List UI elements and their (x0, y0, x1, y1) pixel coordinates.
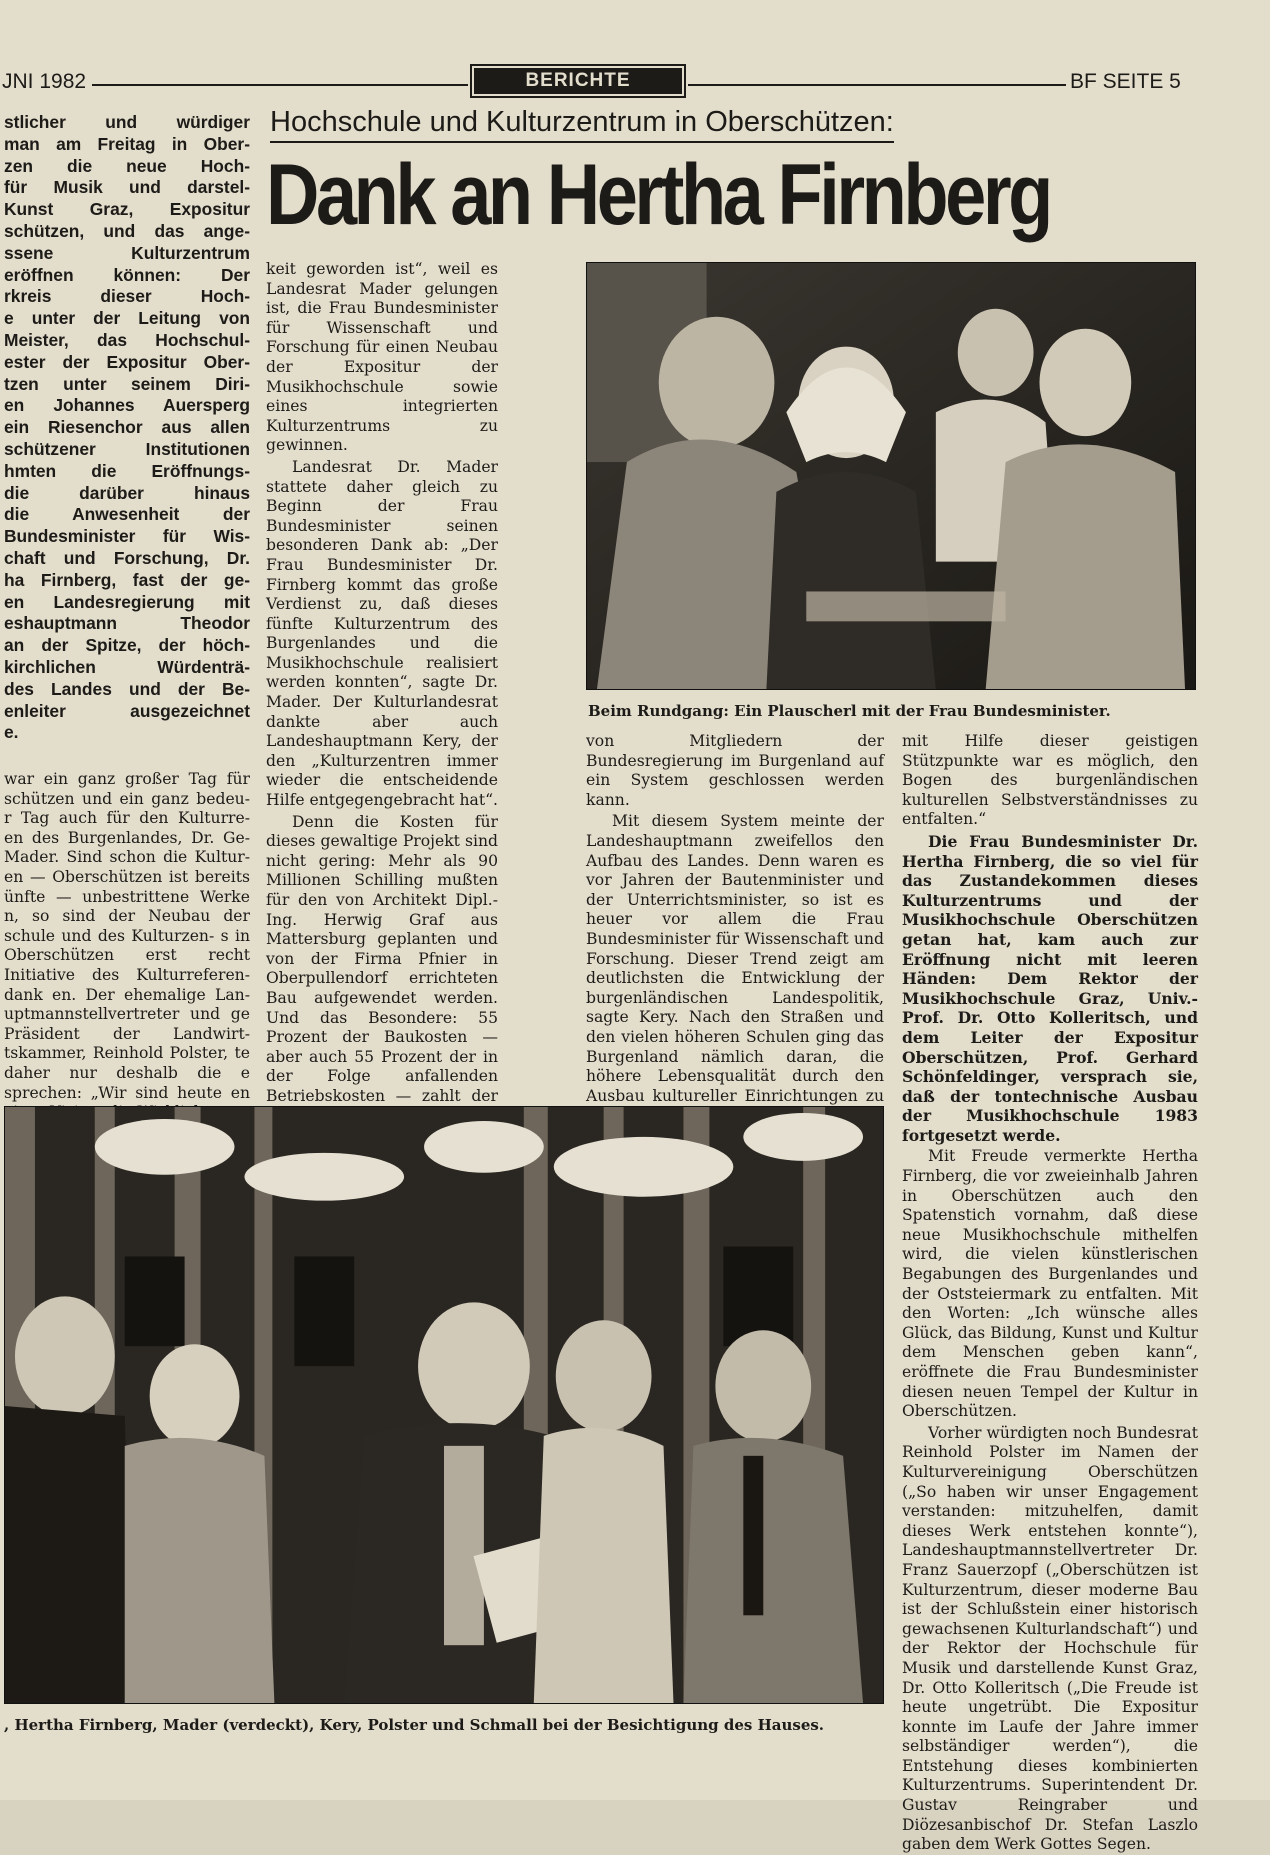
lead-line: Bundesminister für Wis- (4, 526, 250, 547)
lead-line: hmten die Eröffnungs- (4, 460, 250, 481)
top-photo-caption: Beim Rundgang: Ein Plauscherl mit der Frau Bundesminister. (588, 702, 1111, 720)
article-kicker: Hochschule und Kulturzentrum in Oberschützen: (270, 106, 894, 143)
page-number: BF SEITE 5 (1070, 70, 1181, 93)
lead-line: die darüber hinaus (4, 482, 250, 503)
lead-line: e. (4, 722, 19, 743)
lead-line: rkreis dieser Hoch- (4, 286, 250, 307)
lead-line: ha Firnberg, fast der ge- (4, 569, 250, 590)
column-2 (266, 260, 499, 1105)
col4-p2: Die Frau Bundesminister Dr. Hertha Firnberg, die so viel für das Zustandekommen dieses Kulturzentrums und der Musikhochschule Oberschützen getan hat, kam auch zur Eröffnung nicht mit leeren Händen: Dem Rektor der Musikhochschule Graz, Univ.-Prof. Dr. Otto Kolleritsch, und dem Leiter der Expositur Oberschützen, Prof. Gerhard Schönfeldinger, versprach sie, daß der tontechnische Ausbau der Musikhochschule 1983 fortgesetzt werde. (902, 831, 1198, 1145)
lead-line: ssene Kulturzentrum (4, 242, 250, 263)
col2-p3: Denn die Kosten für dieses gewaltige Projekt sind nicht gering: Mehr als 90 Millionen Schilling mußten für den von Architekt Dipl.-Ing. Herwig Graf aus Mattersburg geplanten und von der Firma Pfnier in Oberpullendorf errichteten Bau aufgewendet werden. Und das Besondere: 55 Prozent der Baukosten — aber auch 55 Prozent der in der Folge anfallenden Betriebskosten — zahlt der (266, 812, 498, 1105)
lead-line: chaft und Forschung, Dr. (4, 547, 250, 568)
column-3 (586, 732, 884, 1105)
header-rule-left (92, 84, 468, 86)
col2-p1: keit geworden ist“, weil es Landesrat Mader gelungen ist, die Frau Bundesminister für Wissenschaft und Forschung für einen Neubau der Expositur der Musikhochschule sowie eines integrierten Kulturzentrums zu gewinnen. (266, 260, 498, 455)
col2-p2: Landesrat Dr. Mader stattete daher gleich zu Beginn der Frau Bundesminister seinen besonderen Dank ab: „Der Frau Bundesminister Dr. Firnberg kommt das große Verdienst zu, daß dieses fünfte Kulturzentrum des Burgenlandes und die Musikhochschule realisiert werden konnten“, sagte Dr. Mader. Der Kulturlandesrat dankte aber auch Landeshauptmann Kery, der den „Kulturzentren immer wieder die entscheidende Hilfe entgegengebracht hat“. (266, 457, 499, 810)
lead-line: des Landes und der Be- (4, 678, 250, 699)
lead-line: eshauptmann Theodor (4, 613, 250, 634)
col3-p2: Mit diesem System meinte der Landeshauptmann zweifellos den Aufbau des Landes. Denn waren es vor Jahren der Bautenminister und der Unterrichtsminister, so ist es heuer vor allem die Frau Bundesminister für Wissenschaft und Forschung. Dieser Trend zeigt am deutlichsten die Entwicklung der burgenländischen Landespolitik, sagte Kery. Nach den Straßen und den vielen höheren Schulen ging das Burgenland nämlich daran, die höhere Lebensqualität durch den Ausbau kultureller Einrichtungen zu (586, 812, 884, 1105)
photo-rundgang-image (587, 263, 1195, 689)
lead-line: ein Riesenchor aus allen (4, 417, 250, 438)
lead-line: stlicher und würdiger (4, 112, 250, 132)
lead-line: schützener Institutionen (4, 438, 250, 459)
col4-p3: Mit Freude vermerkte Hertha Firnberg, die vor zweieinhalb Jahren in Oberschützen auch den Spatenstich vornahm, daß diese neue Musikhochschule mithelfen wird, die vielen künstlerischen Begabungen des Burgenlandes und der Oststeiermark zu entfalten. Mit den Worten: „Ich wünsche alles Glück, das Bildung, Kunst und Kultur dem Menschen geben kann“, eröffnete die Frau Bundesminister diesen neuen Tempel der Kultur in Oberschützen. (902, 1147, 1198, 1421)
photo-besichtigung-image (5, 1107, 883, 1703)
lead-line: Meister, das Hochschul- (4, 329, 250, 350)
lead-line: man am Freitag in Ober- (4, 133, 250, 154)
lead-line: an der Spitze, der höch- (4, 635, 250, 656)
lead-line: eröffnen können: Der (4, 264, 250, 285)
column-1-paragraph: war ein ganz großer Tag für schützen und ein ganz bedeu- r Tag auch für den Kulturre- en des Burgenlandes, Dr. Ge- Mader. Sind schon die Kultur- en — Oberschützen ist bereits ünfte — unbestrittene Werke n, so sind der Neubau der schule und des Kulturzen- s in Oberschützen erst recht Initiative des Kulturreferen- dank en. Der ehemalige Lan- uptmannstellvertreter und ge Präsident der Landwirt- tskammer, Reinhold Polster, te daher nur deshalb die e sprechen: „Wir sind heute en (4, 770, 250, 1102)
issue-date: JNI 1982 (2, 70, 87, 93)
section-label: BERICHTE (474, 68, 682, 94)
bottom-photo-caption: , Hertha Firnberg, Mader (verdeckt), Kery, Polster und Schmall bei der Besichtigung des Hauses. (4, 1716, 825, 1734)
col4-p1: mit Hilfe dieser geistigen Stützpunkte war es möglich, den Bogen des burgenländischen kulturellen Selbstverständnisses zu entfalten.“ (902, 732, 1198, 829)
lead-line: für Musik und darstel- (4, 177, 250, 198)
lead-line: e unter der Leitung von (4, 308, 250, 329)
lead-line: enleiter ausgezeichnet (4, 700, 250, 721)
lead-line: zen die neue Hoch- (4, 155, 250, 176)
lead-line: schützen, und das ange- (4, 220, 250, 241)
lead-line: en Landesregierung mit (4, 591, 250, 612)
photo-besichtigung (4, 1106, 884, 1704)
article-headline: Dank an Hertha Firnberg (266, 147, 1050, 243)
lead-line: die Anwesenheit der (4, 504, 250, 525)
lead-line: en Johannes Auersperg (4, 395, 250, 416)
col3-p1: von Mitgliedern der Bundesregierung im Burgenland auf ein System geschlossen werden kann. (586, 732, 884, 809)
header-rule-right (688, 84, 1066, 86)
lead-paragraph (4, 112, 250, 762)
lead-line: ester der Expositur Ober- (4, 351, 250, 372)
photo-rundgang (586, 262, 1196, 690)
section-tag (470, 64, 686, 98)
column-4 (902, 732, 1198, 1854)
col4-p4: Vorher würdigten noch Bundesrat Reinhold Polster im Namen der Kulturvereinigung Oberschützen („So haben wir unser Engagement verstanden: mitzuhelfen, damit dieses Werk entstehen konnte“), Landeshauptmannstellvertreter Dr. Franz Sauerzopf („Oberschützen ist Kulturzentrum, dieser moderne Bau ist der Schlußstein einer historisch gewachsenen Kulturlandschaft“) und der Rektor der Hochschule für Musik und darstellende Kunst Graz, Dr. Otto Kolleritsch („Die Freude ist heute ungetrübt. Die Expositur konnte im Laufe der Jahre immer selbständiger werden“), die Entstehung dieses kombinierten Kulturzentrums. Superintendent Dr. Gustav Reingraber und Diözesanbischof Dr. Stefan Laszlo gaben dem Werk Gottes Segen. (902, 1423, 1198, 1854)
lead-line: kirchlichen Würdenträ- (4, 656, 250, 677)
lead-line: Kunst Graz, Expositur (4, 199, 250, 220)
column-1 (4, 770, 250, 1102)
lead-line: tzen unter seinem Diri- (4, 373, 250, 394)
